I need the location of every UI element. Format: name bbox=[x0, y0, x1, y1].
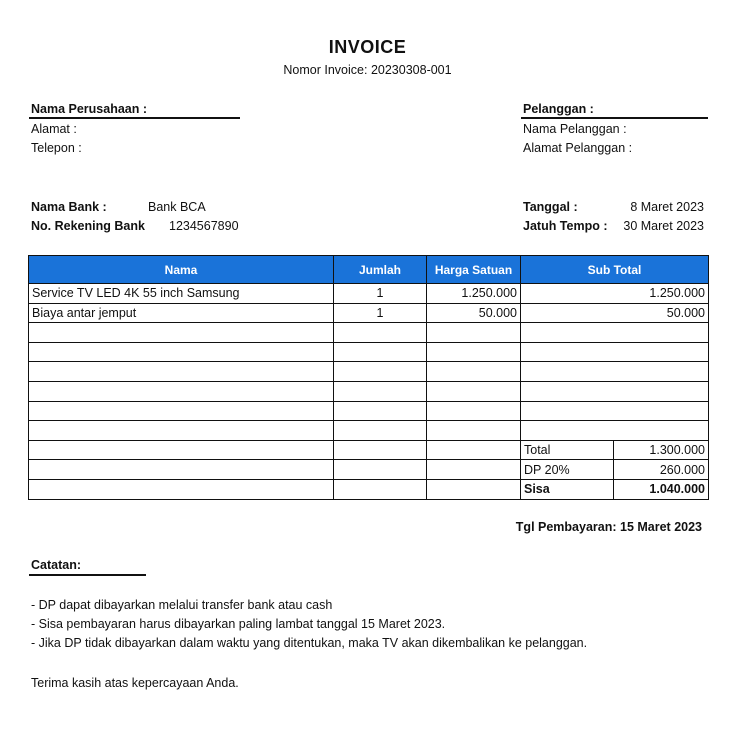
notes-heading-underline bbox=[29, 574, 146, 576]
invoice-number bbox=[0, 63, 735, 77]
table-row-empty bbox=[29, 421, 709, 441]
customer-heading-underline bbox=[521, 117, 708, 119]
total-value: 1.300.000 bbox=[614, 440, 709, 460]
company-heading: Nama Perusahaan : bbox=[31, 102, 148, 116]
invoice-title: INVOICE bbox=[328, 37, 407, 57]
bank-account-value: 1234567890 bbox=[169, 219, 239, 233]
column-header-name: Nama bbox=[29, 256, 334, 284]
remaining-value: 1.040.000 bbox=[614, 479, 709, 499]
dp-value: 260.000 bbox=[614, 460, 709, 480]
date-label: Tanggal : bbox=[523, 200, 578, 214]
bank-name-label: Nama Bank : bbox=[31, 200, 107, 214]
closing-text: Terima kasih atas kepercayaan Anda. bbox=[31, 676, 239, 690]
table-row-empty bbox=[29, 323, 709, 343]
table-header-row bbox=[29, 256, 709, 284]
notes-heading: Catatan: bbox=[31, 558, 82, 572]
customer-heading: Pelanggan : bbox=[523, 102, 594, 116]
bank-account-label: No. Rekening Bank bbox=[31, 219, 145, 233]
summary-row-dp bbox=[29, 460, 709, 480]
table-row bbox=[29, 303, 709, 323]
note-item: - DP dapat dibayarkan melalui transfer bank atau cash bbox=[31, 598, 333, 612]
date-value: 8 Maret 2023 bbox=[630, 200, 704, 214]
item-name: Biaya antar jemput bbox=[29, 303, 334, 323]
customer-name-label: Nama Pelanggan : bbox=[523, 122, 627, 136]
total-label: Total bbox=[521, 440, 614, 460]
due-date-value: 30 Maret 2023 bbox=[623, 219, 704, 233]
item-subtotal: 1.250.000 bbox=[521, 284, 709, 304]
column-header-quantity: Jumlah bbox=[334, 256, 427, 284]
summary-row-total bbox=[29, 440, 709, 460]
customer-address-label: Alamat Pelanggan : bbox=[523, 141, 633, 155]
invoice-number-value: 20230308-001 bbox=[370, 63, 452, 77]
note-item: - Jika DP tidak dibayarkan dalam waktu yang ditentukan, maka TV akan dikembalikan ke pelanggan. bbox=[31, 636, 588, 650]
company-phone-label: Telepon : bbox=[31, 141, 82, 155]
note-item: - Sisa pembayaran harus dibayarkan paling lambat tanggal 15 Maret 2023. bbox=[31, 617, 446, 631]
company-address-label: Alamat : bbox=[31, 122, 77, 136]
payment-date: Tgl Pembayaran: 15 Maret 2023 bbox=[515, 520, 702, 534]
due-date-label: Jatuh Tempo : bbox=[523, 219, 608, 233]
item-name: Service TV LED 4K 55 inch Samsung bbox=[29, 284, 334, 304]
item-subtotal: 50.000 bbox=[521, 303, 709, 323]
table-row-empty bbox=[29, 342, 709, 362]
dp-label: DP 20% bbox=[521, 460, 614, 480]
item-unit-price: 50.000 bbox=[427, 303, 521, 323]
item-quantity: 1 bbox=[334, 284, 427, 304]
items-table bbox=[28, 255, 709, 500]
bank-name-value: Bank BCA bbox=[148, 200, 206, 214]
table-row-empty bbox=[29, 381, 709, 401]
summary-row-remaining bbox=[29, 479, 709, 499]
invoice-number-label: Nomor Invoice: bbox=[283, 63, 368, 77]
table-row bbox=[29, 284, 709, 304]
table-row-empty bbox=[29, 401, 709, 421]
remaining-label: Sisa bbox=[521, 479, 614, 499]
table-row-empty bbox=[29, 362, 709, 382]
item-quantity: 1 bbox=[334, 303, 427, 323]
column-header-subtotal: Sub Total bbox=[521, 256, 709, 284]
company-heading-underline bbox=[29, 117, 240, 119]
item-unit-price: 1.250.000 bbox=[427, 284, 521, 304]
column-header-unit-price: Harga Satuan bbox=[427, 256, 521, 284]
